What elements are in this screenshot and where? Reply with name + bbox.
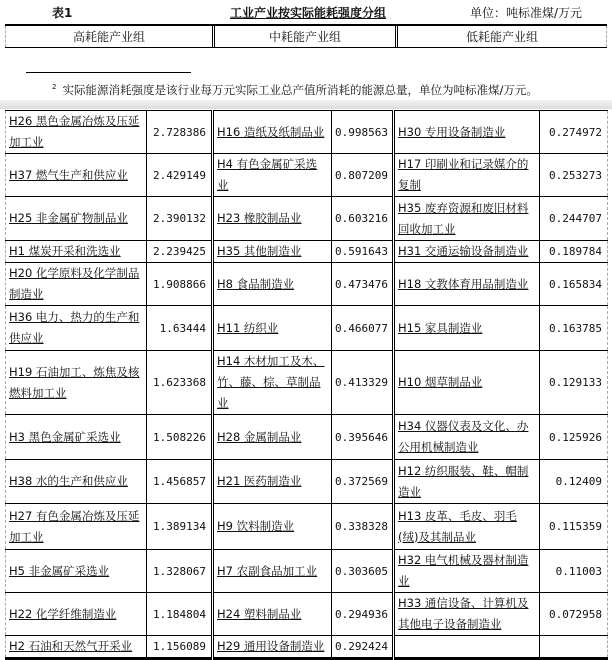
intensity-value: 0.466077: [332, 306, 394, 351]
industry-name: [213, 636, 332, 659]
industry-name-text: H29 通用设备制造业: [217, 639, 325, 653]
industry-name-text: H30 专用设备制造业: [398, 124, 506, 139]
header-low: 低耗能产业组: [398, 26, 607, 47]
table-row: [6, 241, 608, 263]
intensity-value: 0.115359: [540, 504, 608, 550]
industry-name-text: H36 电力、热力的生产和供应业: [9, 310, 140, 345]
industry-name-text: H14 木材加工及木、竹、藤、棕、草制品业: [217, 354, 325, 410]
intensity-value: 0.294936: [332, 593, 394, 636]
industry-name: [394, 197, 540, 241]
industry-name-text: H35 废弃资源和废旧材料回收加工业: [398, 200, 529, 236]
intensity-value: 1.508226: [147, 415, 213, 460]
industry-name-text: H10 烟草制品业: [398, 375, 483, 389]
page-break: [0, 100, 612, 109]
table-label: 表1: [52, 6, 73, 20]
intensity-value: 0.998563: [332, 111, 394, 154]
industry-name-text: H25 非金属矿物制品业: [9, 211, 128, 225]
industry-name: [394, 593, 540, 636]
industry-name: [394, 460, 540, 504]
industry-name: [213, 550, 332, 593]
industry-name-text: H27 有色金属冶炼及压延加工业: [9, 508, 140, 544]
industry-name-text: H24 塑料制品业: [217, 606, 302, 621]
intensity-value: 0.189784: [540, 241, 608, 263]
table-unit: 单位：吨标准煤/万元: [470, 6, 583, 20]
industry-name-text: H17 印刷业和记录媒介的复制: [398, 157, 529, 192]
industry-name: [394, 154, 540, 197]
industry-name-text: H1 煤炭开采和洗选业: [9, 244, 121, 258]
intensity-value: 1.156089: [147, 636, 213, 659]
industry-name-text: H37 燃气生产和供应业: [9, 167, 128, 182]
table-title: 工业产业按实际能耗强度分组: [230, 6, 387, 20]
industry-name: [213, 460, 332, 504]
industry-name-text: H18 文教体育用品制造业: [398, 276, 529, 291]
industry-name: [213, 351, 332, 415]
industry-name: [6, 306, 147, 351]
table-row: [6, 154, 608, 197]
industry-name-text: H35 其他制造业: [217, 244, 302, 258]
industry-name: [394, 111, 540, 154]
industry-name-text: H21 医药制造业: [217, 474, 302, 488]
intensity-value: 0.413329: [332, 351, 394, 415]
industry-name-text: H8 食品制造业: [217, 276, 295, 291]
industry-name-text: H3 黑色金属矿采选业: [9, 429, 121, 444]
intensity-value: 1.456857: [147, 460, 213, 504]
industry-name-text: H38 水的生产和供应业: [9, 474, 128, 488]
industry-name: [394, 415, 540, 460]
industry-name: [6, 111, 147, 154]
industry-name: [394, 351, 540, 415]
industry-name-text: H19 石油加工、炼焦及核燃料加工业: [9, 364, 140, 400]
industry-name: [394, 550, 540, 593]
intensity-value: 0.274972: [540, 111, 608, 154]
table-caption: [0, 0, 612, 22]
table-row: [6, 263, 608, 306]
industry-name: [6, 263, 147, 306]
industry-name: [6, 636, 147, 659]
industry-name: [213, 241, 332, 263]
industry-name-text: H33 通信设备、计算机及其他电子设备制造业: [398, 596, 529, 631]
group-header: [5, 24, 607, 48]
industry-name-text: H34 仪器仪表及文化、办公用机械制造业: [398, 419, 529, 454]
table-row: [6, 460, 608, 504]
footnote-text: 实际能源消耗强度是该行业每万元实际工业总产值所消耗的能源总量，单位为吨标准煤/万元。: [62, 83, 538, 97]
intensity-value: 2.728386: [147, 111, 213, 154]
industry-name: [213, 197, 332, 241]
industry-name-text: H22 化学纤维制造业: [9, 606, 117, 621]
intensity-value: 0.072958: [540, 593, 608, 636]
intensity-value: 0.11003: [540, 550, 608, 593]
table-row: [6, 415, 608, 460]
footnote-mark: 2: [52, 83, 57, 92]
industry-name: [6, 415, 147, 460]
intensity-value: 0.12409: [540, 460, 608, 504]
industry-name-text: H28 金属制品业: [217, 429, 302, 444]
intensity-value: 0.473476: [332, 263, 394, 306]
intensity-value: 0.253273: [540, 154, 608, 197]
header-high: 高耗能产业组: [5, 26, 215, 47]
industry-name: [394, 241, 540, 263]
industry-name-text: H15 家具制造业: [398, 320, 483, 335]
intensity-value: 1.63444: [147, 306, 213, 351]
table-row: [6, 504, 608, 550]
industry-name: [213, 593, 332, 636]
industry-name-text: H32 电气机械及器材制造业: [398, 553, 529, 588]
industry-name: [213, 306, 332, 351]
industry-name-text: H13 皮革、毛皮、羽毛(绒)及其制品业: [398, 508, 517, 544]
intensity-value: 0.372569: [332, 460, 394, 504]
industry-name-text: H26 黑色金属冶炼及压延加工业: [9, 114, 140, 149]
intensity-value: 0.129133: [540, 351, 608, 415]
intensity-value: 0.244707: [540, 197, 608, 241]
intensity-value: 0.807209: [332, 154, 394, 197]
industry-name: [6, 460, 147, 504]
table-row: [6, 550, 608, 593]
intensity-value: [540, 636, 608, 659]
intensity-value: 1.908866: [147, 263, 213, 306]
industry-name: [6, 241, 147, 263]
footnote: [52, 82, 538, 98]
intensity-value: 0.163785: [540, 306, 608, 351]
industry-name-text: H7 农副食品加工业: [217, 563, 318, 578]
intensity-value: 0.125926: [540, 415, 608, 460]
industry-name-text: H31 交通运输设备制造业: [398, 244, 529, 258]
industry-name: [394, 636, 540, 659]
intensity-value: 0.292424: [332, 636, 394, 659]
industry-name: [394, 306, 540, 351]
intensity-value: 1.389134: [147, 504, 213, 550]
industry-name: [213, 154, 332, 197]
industry-name-text: H5 非金属矿采选业: [9, 563, 110, 578]
industry-name: [213, 263, 332, 306]
energy-intensity-table: [5, 110, 608, 660]
industry-name: [394, 504, 540, 550]
table-row: [6, 636, 608, 659]
footnote-divider: [26, 72, 191, 73]
table-row: [6, 197, 608, 241]
intensity-value: 0.165834: [540, 263, 608, 306]
intensity-value: 2.239425: [147, 241, 213, 263]
intensity-value: 0.591643: [332, 241, 394, 263]
industry-name-text: H23 橡胶制品业: [217, 211, 302, 225]
intensity-value: 2.429149: [147, 154, 213, 197]
industry-name-text: H16 造纸及纸制品业: [217, 124, 325, 139]
table-row: [6, 351, 608, 415]
industry-name-text: H9 饮料制造业: [217, 519, 295, 533]
industry-name-text: H20 化学原料及化学制品制造业: [9, 266, 140, 301]
intensity-value: 0.303605: [332, 550, 394, 593]
industry-name-text: H11 纺织业: [217, 320, 279, 335]
intensity-value: 1.328067: [147, 550, 213, 593]
industry-name: [213, 111, 332, 154]
table-row: [6, 111, 608, 154]
industry-name-text: H12 纺织服装、鞋、帽制造业: [398, 463, 529, 499]
industry-name-text: H4 有色金属矿采选业: [217, 157, 318, 192]
intensity-value: 0.603216: [332, 197, 394, 241]
table-row: [6, 306, 608, 351]
industry-name: [6, 550, 147, 593]
industry-name: [213, 415, 332, 460]
table-row: [6, 593, 608, 636]
industry-name: [6, 504, 147, 550]
intensity-value: 0.395646: [332, 415, 394, 460]
industry-name: [6, 593, 147, 636]
industry-name: [6, 351, 147, 415]
industry-name: [213, 504, 332, 550]
industry-name-text: H2 石油和天然气开采业: [9, 639, 133, 653]
industry-name: [394, 263, 540, 306]
header-medium: 中耗能产业组: [215, 26, 398, 47]
intensity-value: 1.184804: [147, 593, 213, 636]
intensity-value: 1.623368: [147, 351, 213, 415]
intensity-value: 0.338328: [332, 504, 394, 550]
intensity-value: 2.390132: [147, 197, 213, 241]
industry-name: [6, 154, 147, 197]
industry-name: [6, 197, 147, 241]
